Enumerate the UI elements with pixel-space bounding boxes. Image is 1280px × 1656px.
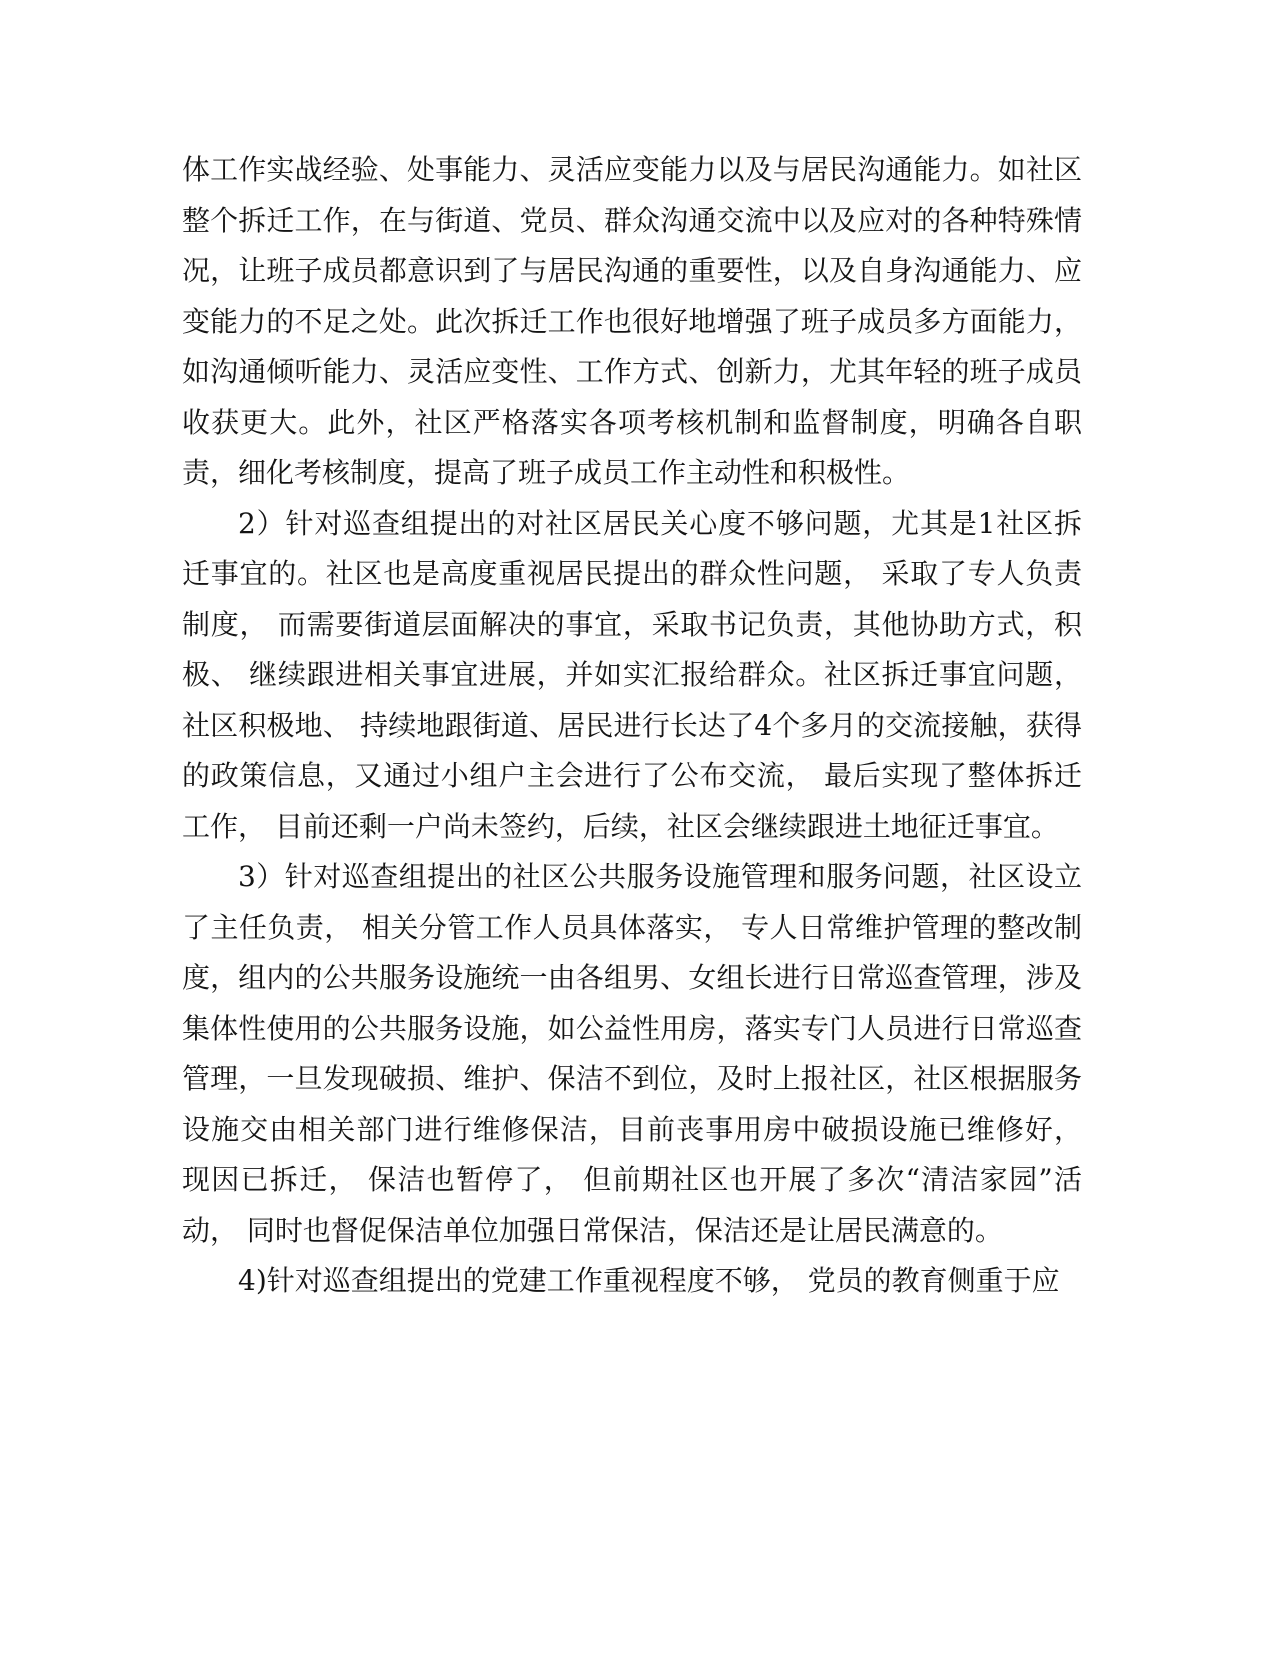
paragraph-item-4: 4)针对巡查组提出的党建工作重视程度不够， 党员的教育侧重于应 xyxy=(238,1264,1060,1297)
document-body xyxy=(182,145,1082,1307)
paragraph-item-2: 2）针对巡查组提出的对社区居民关心度不够问题，尤其是1社区拆迁事宜的。社区也是高度重视居民提出的群众性问题， 采取了专人负责制度， 而需要街道层面解决的事宜，采取书记负责，其他协助方式，积极、 继续跟进相关事宜进展，并如实汇报给群众。社区拆迁事宜问题，社区积极地、 持续地跟街道、居民进行长达了4个多月的交流接触，获得的政策信息，又通过小组户主会进行了公布交流， 最后实现了整体拆迁工作， 目前还剩一户尚未签约，后续，社区会继续跟进土地征迁事宜。 xyxy=(182,506,1082,843)
paragraph-continued: 体工作实战经验、处事能力、灵活应变能力以及与居民沟通能力。如社区整个拆迁工作，在与街道、党员、群众沟通交流中以及应对的各种特殊情况，让班子成员都意识到了与居民沟通的重要性，以及自身沟通能力、应变能力的不足之处。此次拆迁工作也很好地增强了班子成员多方面能力，如沟通倾听能力、灵活应变性、工作方式、创新力，尤其年轻的班子成员收获更大。此外，社区严格落实各项考核机制和监督制度，明确各自职责，细化考核制度，提高了班子成员工作主动性和积极性。 xyxy=(182,153,1082,489)
paragraph-item-3: 3）针对巡查组提出的社区公共服务设施管理和服务问题，社区设立了主任负责， 相关分管工作人员具体落实， 专人日常维护管理的整改制度，组内的公共服务设施统一由各组男、女组长进行日常巡查管理，涉及集体性使用的公共服务设施，如公益性用房，落实专门人员进行日常巡查管理，一旦发现破损、维护、保洁不到位，及时上报社区，社区根据服务设施交由相关部门进行维修保洁，目前丧事用房中破损设施已维修好， 现因已拆迁， 保洁也暂停了， 但前期社区也开展了多次“清洁家园”活动， 同时也督促保洁单位加强日常保洁，保洁还是让居民满意的。 xyxy=(182,860,1082,1247)
